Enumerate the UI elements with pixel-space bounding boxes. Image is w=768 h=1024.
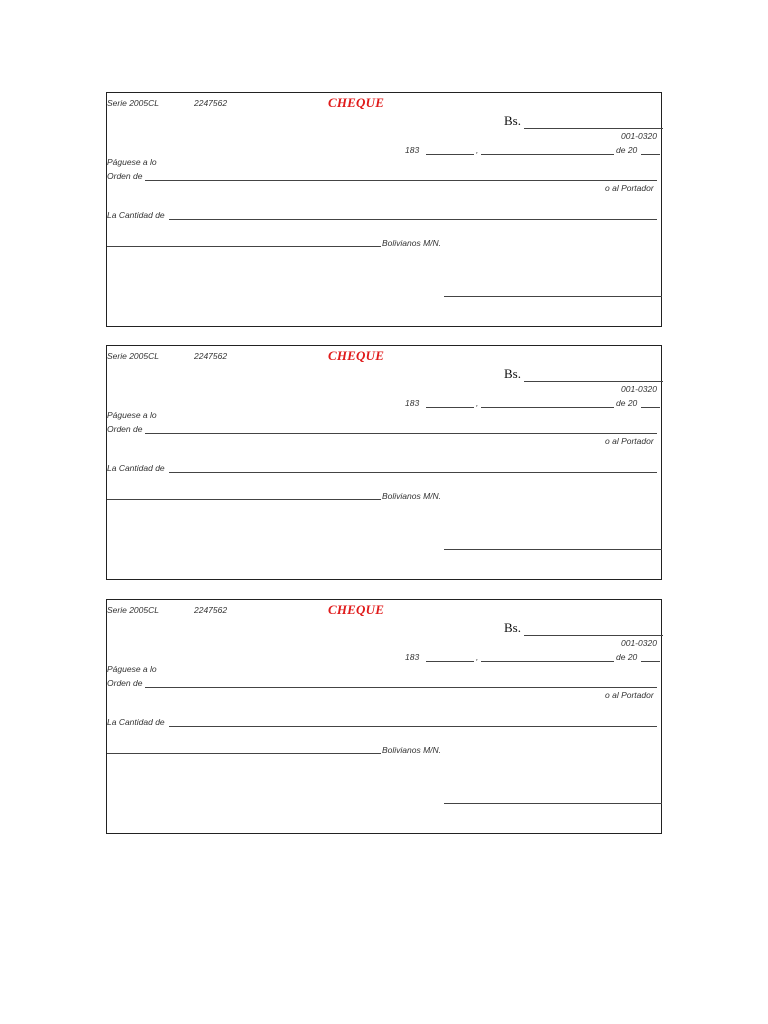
cheque-title: CHEQUE [328, 602, 385, 617]
year-field[interactable] [641, 661, 660, 662]
amount-words-field-2[interactable] [107, 246, 381, 247]
cheque-number: 2247562 [194, 351, 228, 361]
cheque-title: CHEQUE [328, 95, 385, 110]
currency-label: Bs. [504, 113, 521, 128]
payee-field[interactable] [145, 687, 657, 688]
branch-code: 183 [405, 398, 420, 408]
cheque-title: CHEQUE [328, 348, 385, 363]
payee-label: Páguese a lo [107, 410, 157, 420]
date-comma: , [476, 398, 479, 408]
date-suffix: de 20 [616, 145, 638, 155]
amount-label: La Cantidad de [107, 717, 165, 727]
signature-line[interactable] [444, 549, 662, 550]
amount-number-field[interactable] [524, 635, 663, 636]
cheque-form [106, 345, 662, 580]
serie-label: Serie 2005CL [107, 605, 159, 615]
amount-label: La Cantidad de [107, 210, 165, 220]
amount-words-field[interactable] [169, 472, 657, 473]
amount-label: La Cantidad de [107, 463, 165, 473]
bolivianos-label: Bolivianos M/N. [382, 238, 442, 248]
cheque-number: 2247562 [194, 98, 228, 108]
payee-label: Páguese a lo [107, 157, 157, 167]
amount-words-field-2[interactable] [107, 499, 381, 500]
cheque-number: 2247562 [194, 605, 228, 615]
signature-line[interactable] [444, 803, 662, 804]
date-suffix: de 20 [616, 652, 638, 662]
date-field[interactable] [481, 661, 614, 662]
payee-field[interactable] [145, 180, 657, 181]
currency-label: Bs. [504, 366, 521, 381]
account-code: 001-0320 [621, 131, 657, 141]
date-suffix: de 20 [616, 398, 638, 408]
payee-field[interactable] [145, 433, 657, 434]
bearer-label: o al Portador [605, 436, 654, 446]
amount-number-field[interactable] [524, 128, 663, 129]
bolivianos-label: Bolivianos M/N. [382, 491, 442, 501]
year-field[interactable] [641, 154, 660, 155]
amount-words-field[interactable] [169, 219, 657, 220]
order-label: Orden de [107, 171, 143, 181]
date-comma: , [476, 652, 479, 662]
serie-label: Serie 2005CL [107, 351, 159, 361]
date-field[interactable] [481, 407, 614, 408]
date-field[interactable] [481, 154, 614, 155]
amount-number-field[interactable] [524, 381, 663, 382]
branch-code: 183 [405, 145, 420, 155]
cheque-form [106, 92, 662, 327]
bolivianos-label: Bolivianos M/N. [382, 745, 442, 755]
branch-code: 183 [405, 652, 420, 662]
bearer-label: o al Portador [605, 690, 654, 700]
payee-label: Páguese a lo [107, 664, 157, 674]
serie-label: Serie 2005CL [107, 98, 159, 108]
currency-label: Bs. [504, 620, 521, 635]
bearer-label: o al Portador [605, 183, 654, 193]
place-field[interactable] [426, 154, 474, 155]
order-label: Orden de [107, 678, 143, 688]
place-field[interactable] [426, 407, 474, 408]
order-label: Orden de [107, 424, 143, 434]
account-code: 001-0320 [621, 384, 657, 394]
amount-words-field-2[interactable] [107, 753, 381, 754]
year-field[interactable] [641, 407, 660, 408]
amount-words-field[interactable] [169, 726, 657, 727]
account-code: 001-0320 [621, 638, 657, 648]
signature-line[interactable] [444, 296, 662, 297]
date-comma: , [476, 145, 479, 155]
place-field[interactable] [426, 661, 474, 662]
cheque-form [106, 599, 662, 834]
